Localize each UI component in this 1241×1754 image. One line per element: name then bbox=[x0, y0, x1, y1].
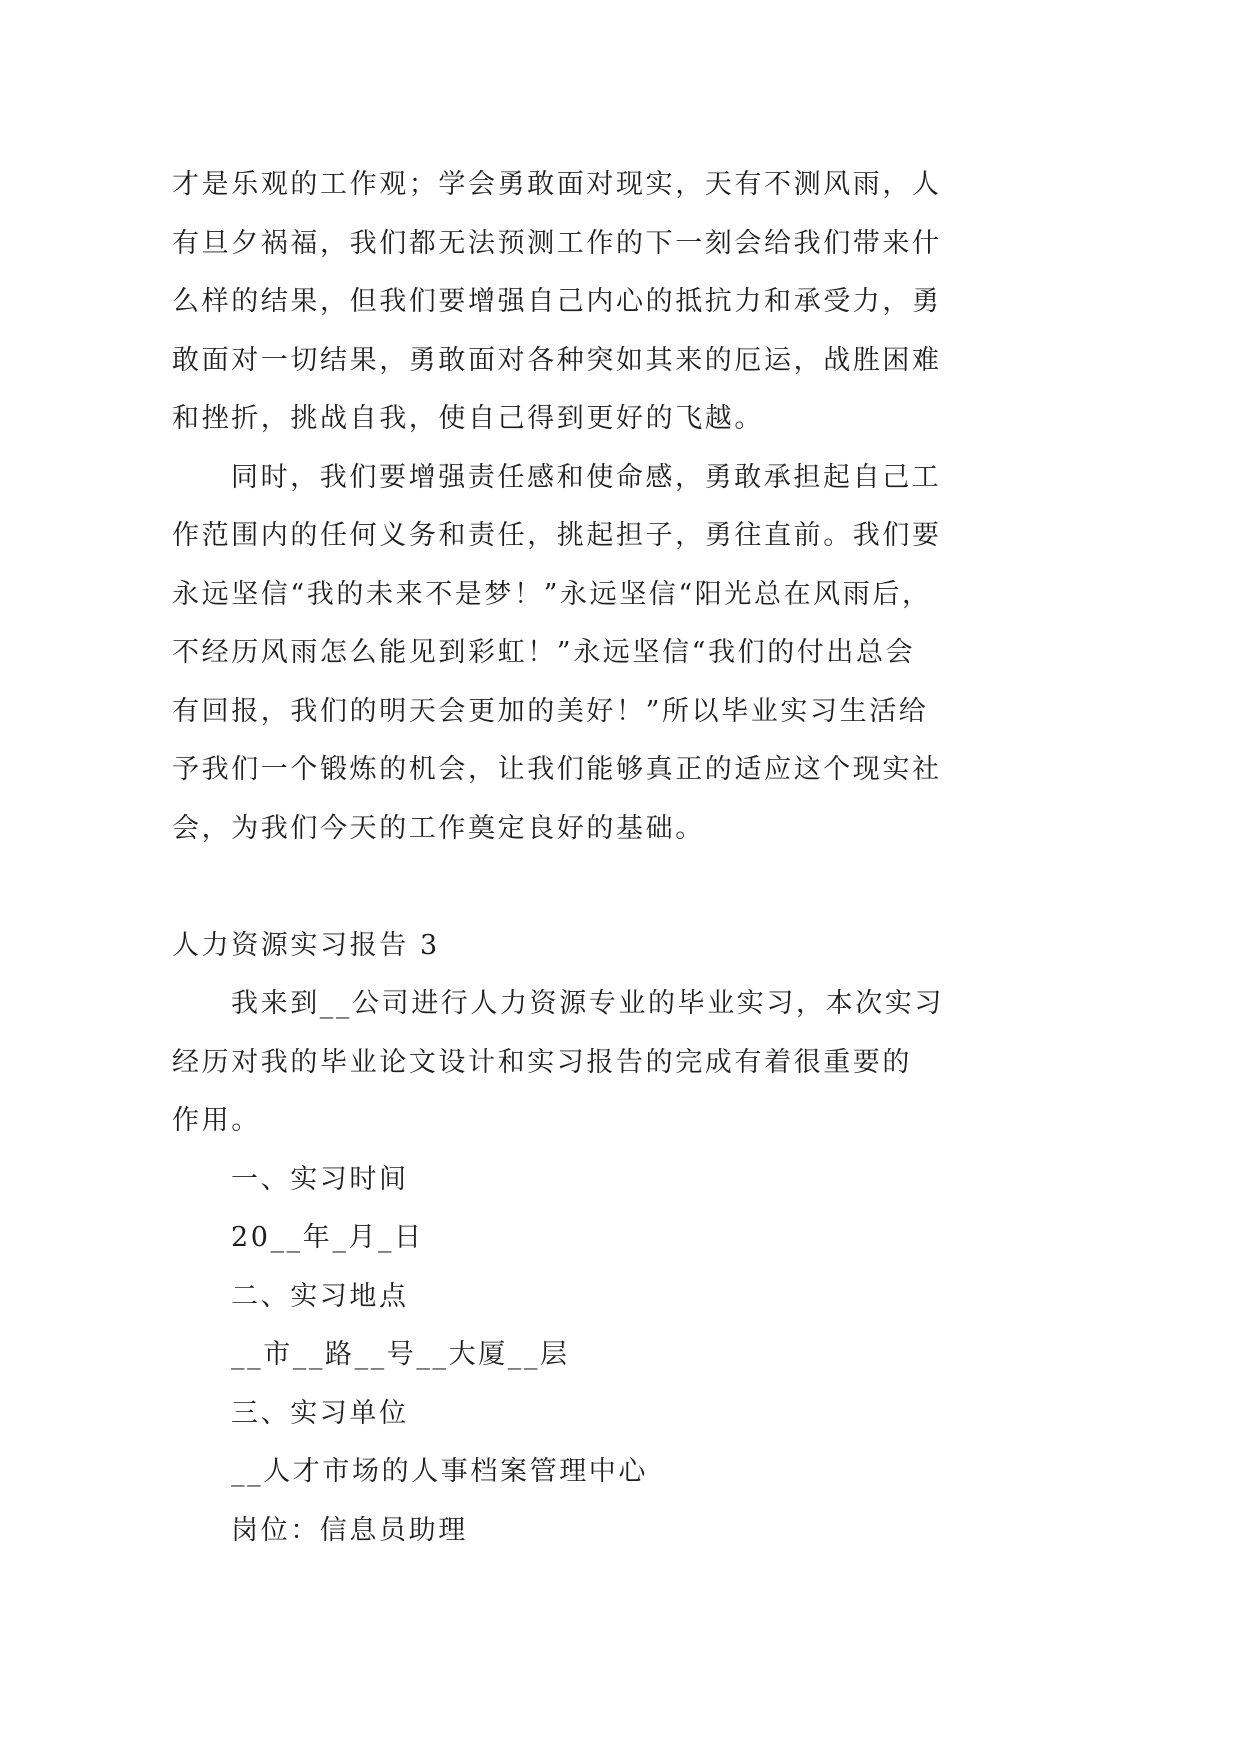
internship-address: __市__路__号__大厦__层 bbox=[231, 1339, 570, 1370]
paragraph-line: 永远坚信“我的未来不是梦！”永远坚信“阳光总在风雨后， bbox=[172, 578, 932, 610]
blank-line bbox=[172, 858, 1072, 917]
subheading-internship-time: 一、实习时间 bbox=[231, 1163, 409, 1195]
subheading-internship-location: 二、实习地点 bbox=[231, 1280, 409, 1312]
internship-position: 岗位：信息员助理 bbox=[231, 1514, 468, 1546]
internship-unit-name: __人才市场的人事档案管理中心 bbox=[231, 1456, 648, 1487]
subheading-internship-unit: 三、实习单位 bbox=[231, 1397, 409, 1429]
paragraph-line: 有回报，我们的明天会更加的美好！”所以毕业实习生活给 bbox=[172, 695, 929, 727]
paragraph-line: 和挫折，挑战自我，使自己得到更好的飞越。 bbox=[172, 403, 764, 434]
document-body bbox=[172, 156, 1072, 1560]
paragraph-line: 经历对我的毕业论文设计和实习报告的完成有着很重要的 bbox=[172, 1046, 912, 1078]
section-heading: 人力资源实习报告 3 bbox=[172, 929, 440, 961]
paragraph-line: 不经历风雨怎么能见到彩虹！”永远坚信“我们的付出总会 bbox=[172, 637, 916, 668]
paragraph-line: 同时，我们要增强责任感和使命感，勇敢承担起自己工 bbox=[231, 461, 942, 493]
paragraph-line: 有旦夕祸福，我们都无法预测工作的下一刻会给我们带来什 bbox=[172, 227, 942, 259]
internship-date: 20__年_月_日 bbox=[231, 1222, 424, 1253]
paragraph-line: 才是乐观的工作观；学会勇敢面对现实，天有不测风雨，人 bbox=[172, 169, 942, 200]
paragraph-line: 予我们一个锻炼的机会，让我们能够真正的适应这个现实社 bbox=[172, 754, 942, 785]
paragraph-line: 作用。 bbox=[172, 1105, 261, 1136]
paragraph-line: 会，为我们今天的工作奠定良好的基础。 bbox=[172, 812, 705, 844]
paragraph-line: 作范围内的任何义务和责任，挑起担子，勇往直前。我们要 bbox=[172, 520, 942, 551]
paragraph-line: 我来到__公司进行人力资源专业的毕业实习，本次实习 bbox=[231, 988, 944, 1019]
paragraph-line: 敢面对一切结果，勇敢面对各种突如其来的厄运，战胜困难 bbox=[172, 344, 942, 376]
paragraph-line: 么样的结果，但我们要增强自己内心的抵抗力和承受力，勇 bbox=[172, 286, 942, 317]
